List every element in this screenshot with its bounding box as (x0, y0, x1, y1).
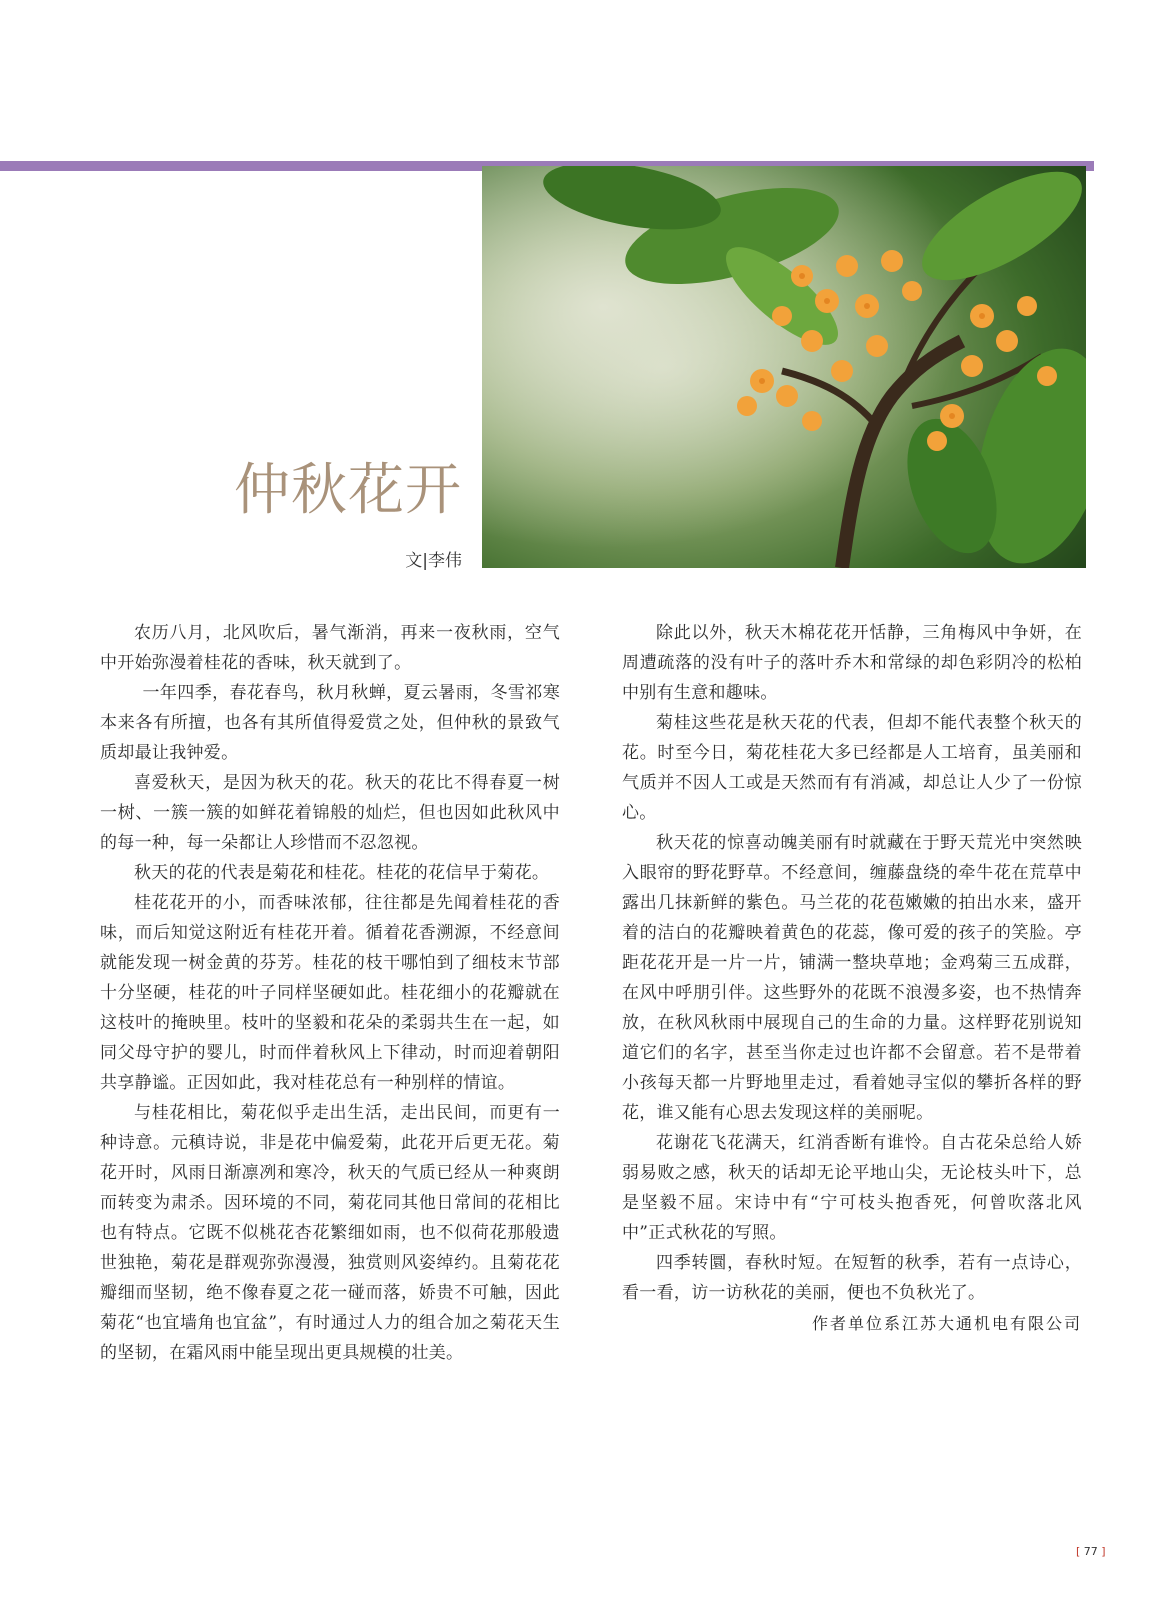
paragraph: 花谢花飞花满天，红消香断有谁怜。自古花朵总给人娇弱易败之感，秋天的话却无论平地山尖，无论枝头叶下，总是坚毅不屈。宋诗中有“宁可枝头抱香死，何曾吹落北风中”正式秋花的写照。 (622, 1133, 1082, 1243)
paragraph: 喜爱秋天，是因为秋天的花。秋天的花比不得春夏一树一树、一簇一簇的如鲜花着锦般的灿烂，但也因如此秋风中的每一种，每一朵都让人珍惜而不忍忽视。 (100, 773, 560, 853)
bracket-open: [ (1076, 1545, 1081, 1558)
osmanthus-photo (482, 166, 1086, 568)
right-column (622, 618, 1082, 1338)
author-affiliation: 作者单位系江苏大通机电有限公司 (811, 1314, 1082, 1333)
paragraph: 与桂花相比，菊花似乎走出生活，走出民间，而更有一种诗意。元稹诗说，非是花中偏爱菊，此花开后更无花。菊花开时，风雨日渐凛冽和寒冷，秋天的气质已经从一种爽朗而转变为肃杀。因环境的不同，菊花同其他日常间的花相比也有特点。它既不似桃花杏花繁细如雨，也不似荷花那般遗世独艳，菊花是群观弥弥漫漫，独赏则风姿绰约。且菊花花瓣细而坚韧，绝不像春夏之花一碰而落，娇贵不可触，因此菊花“也宜墙角也宜盆”，有时通过人力的组合加之菊花天生的坚韧，在霜风雨中能呈现出更具规模的壮美。 (100, 1103, 560, 1363)
page-number-value: 77 (1083, 1545, 1098, 1558)
paragraph: 四季转圜，春秋时短。在短暂的秋季，若有一点诗心，看一看，访一访秋花的美丽，便也不负秋光了。 (622, 1253, 1082, 1303)
bracket-close: ] (1101, 1545, 1106, 1558)
page-number (1076, 1545, 1106, 1558)
article-title: 仲秋花开 (234, 458, 462, 523)
paragraph: 秋天花的惊喜动魄美丽有时就藏在于野天荒光中突然映入眼帘的野花野草。不经意间，缠藤盘绕的牵牛花在荒草中露出几抹新鲜的紫色。马兰花的花苞嫩嫩的拍出水来，盛开着的洁白的花瓣映着黄色的花蕊，像可爱的孩子的笑脸。亭距花花开是一片一片，铺满一整块草地；金鸡菊三五成群，在风中呼朋引伴。这些野外的花既不浪漫多姿，也不热情奔放，在秋风秋雨中展现自己的生命的力量。这样野花别说知道它们的名字，甚至当你走过也许都不会留意。若不是带着小孩每天都一片野地里走过，看着她寻宝似的攀折各样的野花，谁又能有心思去发现这样的美丽呢。 (622, 833, 1082, 1123)
paragraph: 菊桂这些花是秋天花的代表，但却不能代表整个秋天的花。时至今日，菊花桂花大多已经都是人工培育，虽美丽和气质并不因人工或是天然而有有消减，却总让人少了一份惊心。 (622, 713, 1082, 823)
paragraph: 桂花花开的小，而香味浓郁，往往都是先闻着桂花的香味，而后知觉这附近有桂花开着。循着花香溯源，不经意间就能发现一树金黄的芬芳。桂花的枝干哪怕到了细枝末节部十分坚硬，桂花的叶子同样坚硬如此。桂花细小的花瓣就在这枝叶的掩映里。枝叶的坚毅和花朵的柔弱共生在一起，如同父母守护的婴儿，时而伴着秋风上下律动，时而迎着朝阳共享静谧。正因如此，我对桂花总有一种别样的情谊。 (100, 893, 560, 1093)
paragraph: 一年四季，春花春鸟，秋月秋蝉，夏云暑雨，冬雪祁寒本来各有所擅，也各有其所值得爱赏之处，但仲秋的景致气质却最让我钟爱。 (100, 683, 560, 763)
left-column (100, 618, 560, 1368)
paragraph: 除此以外，秋天木棉花花开恬静，三角梅风中争妍，在周遭疏落的没有叶子的落叶乔木和常绿的却色彩阴冷的松柏中别有生意和趣味。 (622, 623, 1082, 703)
byline: 文|李伟 (405, 551, 462, 571)
paragraph: 秋天的花的代表是菊花和桂花。桂花的花信早于菊花。 (134, 863, 550, 883)
paragraph: 农历八月，北风吹后，暑气渐消，再来一夜秋雨，空气中开始弥漫着桂花的香味，秋天就到了。 (100, 623, 560, 673)
